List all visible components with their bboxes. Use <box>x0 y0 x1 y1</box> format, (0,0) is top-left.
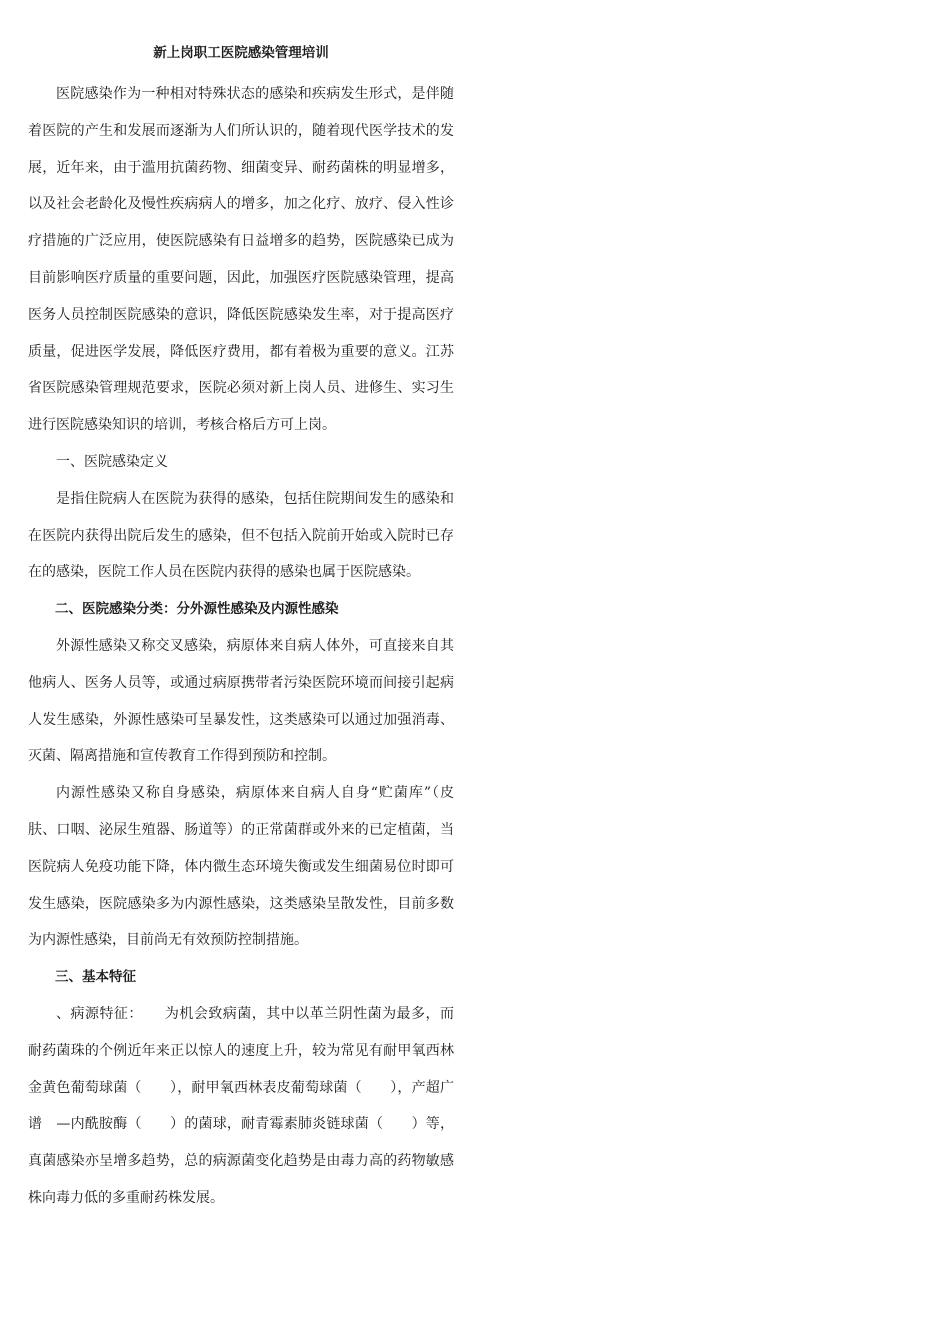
definition-paragraph: 是指住院病人在医院为获得的感染，包括住院期间发生的感染和在医院内获得出院后发生的感染，但不包括入院前开始或入院时已存在的感染，医院工作人员在医院内获得的感染也属于医院感染。 <box>28 490 454 581</box>
endogenous-infection-paragraph: 内源性感染又称自身感染，病原体来自病人自身“贮菌库”（皮肤、口咽、泌尿生殖器、肠道等）的正常菌群或外来的已定植菌，当医院病人免疫功能下降，体内微生态环境失衡或发生细菌易位时即可发生感染，医院感染多为内源性感染，这类感染呈散发性，目前多数为内源性感染，目前尚无有效预防控制措施。 <box>28 785 454 949</box>
section-heading-definition: 一、医院感染定义 <box>56 453 168 470</box>
section-heading-characteristics: 三、基本特征 <box>55 969 136 986</box>
section-heading-classification: 二、医院感染分类：分外源性感染及内源性感染 <box>55 601 339 618</box>
document-title: 新上岗职工医院感染管理培训 <box>153 45 329 61</box>
intro-paragraph: 医院感染作为一种相对特殊状态的感染和疾病发生形式，是伴随着医院的产生和发展而逐渐为人们所认识的，随着现代医学技术的发展，近年来，由于滥用抗菌药物、细菌变异、耐药菌株的明显增多，以及社会老龄化及慢性疾病病人的增多，加之化疗、放疗、侵入性诊疗措施的广泛应用，使医院感染有日益增多的趋势，医院感染已成为目前影响医疗质量的重要问题，因此，加强医疗医院感染管理，提高医务人员控制医院感染的意识，降低医院感染发生率，对于提高医疗质量，促进医学发展，降低医疗费用，都有着极为重要的意义。江苏省医院感染管理规范要求，医院必须对新上岗人员、进修生、实习生进行医院感染知识的培训，考核合格后方可上岗。 <box>28 86 454 434</box>
pathogen-characteristics-paragraph: 、病源特征： 为机会致病菌，其中以革兰阴性菌为最多，而耐药菌珠的个例近年来正以惊人的速度上升，较为常见有耐甲氧西林金黄色葡萄球菌（ ），耐甲氧西林表皮葡萄球菌（ ），产超广谱 —内酰胺酶（ ）的菌球，耐青霉素肺炎链球菌（ ）等，真菌感染亦呈增多趋势，总的病源菌变化趋势是由毒力高的药物敏感株向毒力低的多重耐药株发展。 <box>28 1005 454 1206</box>
exogenous-infection-paragraph: 外源性感染又称交叉感染，病原体来自病人体外，可直接来自其他病人、医务人员等，或通过病原携带者污染医院环境而间接引起病人发生感染，外源性感染可呈暴发性，这类感染可以通过加强消毒、灭菌、隔离措施和宣传教育工作得到预防和控制。 <box>28 637 454 765</box>
document-page <box>28 40 454 1217</box>
